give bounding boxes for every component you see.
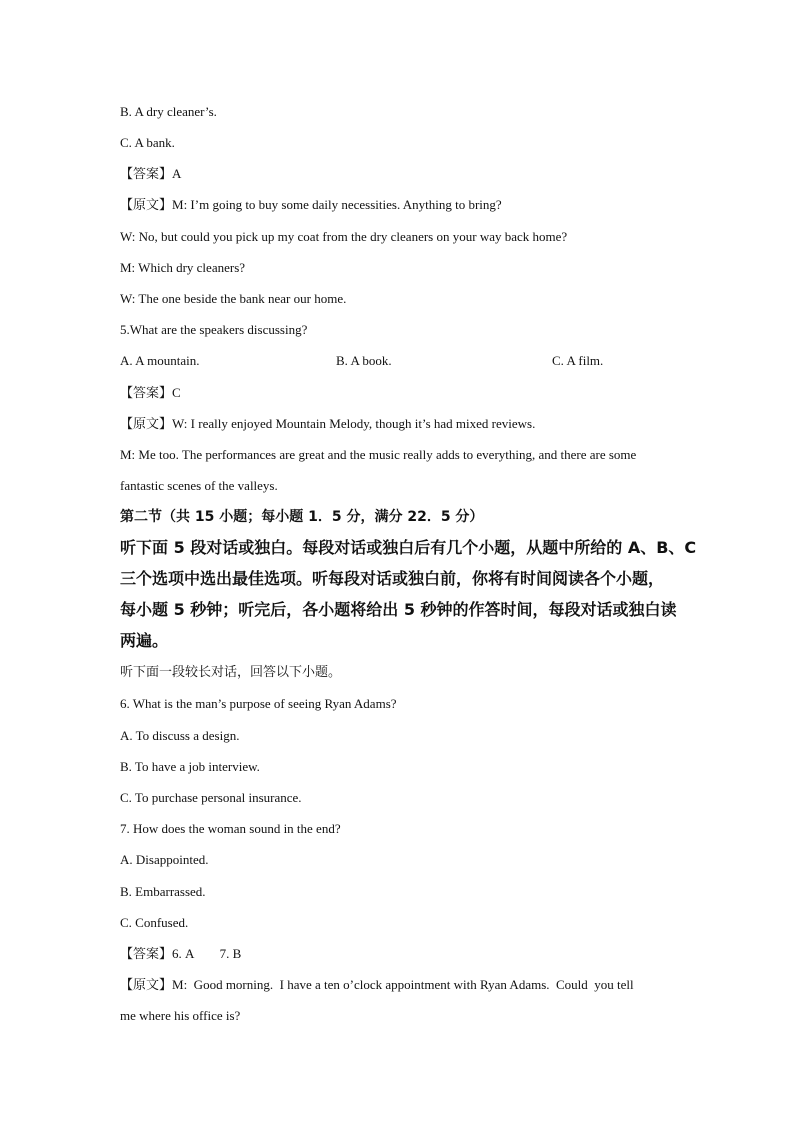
- q5-script-line-3: fantastic scenes of the valleys.: [120, 478, 278, 493]
- answer-tag: 【答案】: [120, 167, 173, 182]
- q4-script-line-3: M: Which dry cleaners?: [120, 260, 246, 275]
- q6-7-script-line-2: me where his office is?: [120, 1008, 241, 1023]
- q6-option-c: C. To purchase personal insurance.: [120, 790, 302, 805]
- answer-value: A: [172, 166, 182, 181]
- section-title: 第二节（共 15 小题；每小题 1．5 分，满分 22．5 分）: [120, 509, 484, 525]
- q5-option-c: C. A film.: [552, 353, 604, 368]
- answer-tag: 【答案】: [120, 947, 173, 962]
- q7-option-a: A. Disappointed.: [120, 852, 209, 867]
- q7-option-c: C. Confused.: [120, 915, 189, 930]
- instruction-line-4: 两遍。: [120, 631, 169, 650]
- q4-answer-line: [120, 166, 181, 183]
- instruction-line-2: 三个选项中选出最佳选项。听每段对话或独白前，你将有时间阅读各个小题，: [120, 569, 665, 588]
- q5-option-b: B. A book.: [336, 353, 392, 368]
- q6-option-b: B. To have a job interview.: [120, 759, 260, 774]
- q6-question: 6. What is the man’s purpose of seeing Ryan Adams?: [120, 696, 397, 711]
- sub-instruction: 听下面一段较长对话，回答以下小题。: [120, 665, 342, 680]
- instruction-line-3: 每小题 5 秒钟；听完后，各小题将给出 5 秒钟的作答时间，每段对话或独白读: [120, 600, 677, 619]
- q4-script-line-4: W: The one beside the bank near our home.: [120, 291, 347, 306]
- q6-7-answer-line: [120, 946, 241, 963]
- q7-option-b: B. Embarrassed.: [120, 884, 206, 899]
- script-tag: 【原文】: [120, 978, 173, 993]
- q5-answer-line: [120, 385, 181, 402]
- script-tag: 【原文】: [120, 417, 173, 432]
- q5-option-a: A. A mountain.: [120, 353, 200, 368]
- script-tag: 【原文】: [120, 198, 173, 213]
- q6-option-a: A. To discuss a design.: [120, 728, 240, 743]
- answer-value: 6. A 7. B: [172, 946, 242, 961]
- q7-question: 7. How does the woman sound in the end?: [120, 821, 341, 836]
- q5-script-line-1: 【原文】W: I really enjoyed Mountain Melody, though it’s had mixed reviews.: [120, 416, 536, 432]
- q5-question: 5.What are the speakers discussing?: [120, 322, 308, 337]
- q4-option-c: C. A bank.: [120, 135, 175, 150]
- answer-tag: 【答案】: [120, 386, 173, 401]
- q4-option-b: B. A dry cleaner’s.: [120, 104, 217, 119]
- q4-script-line-2: W: No, but could you pick up my coat from the dry cleaners on your way back home?: [120, 229, 568, 244]
- answer-value: C: [172, 385, 181, 400]
- q5-script-line-2: M: Me too. The performances are great and the music really adds to everything, and there are some: [120, 447, 637, 462]
- q6-7-script-line-1: 【原文】M: Good morning. I have a ten o’clock appointment with Ryan Adams. Could you tell: [120, 977, 634, 993]
- instruction-line-1: 听下面 5 段对话或独白。每段对话或独白后有几个小题，从题中所给的 A、B、C: [120, 538, 697, 557]
- q4-script-line-1: 【原文】M: I’m going to buy some daily necessities. Anything to bring?: [120, 197, 502, 213]
